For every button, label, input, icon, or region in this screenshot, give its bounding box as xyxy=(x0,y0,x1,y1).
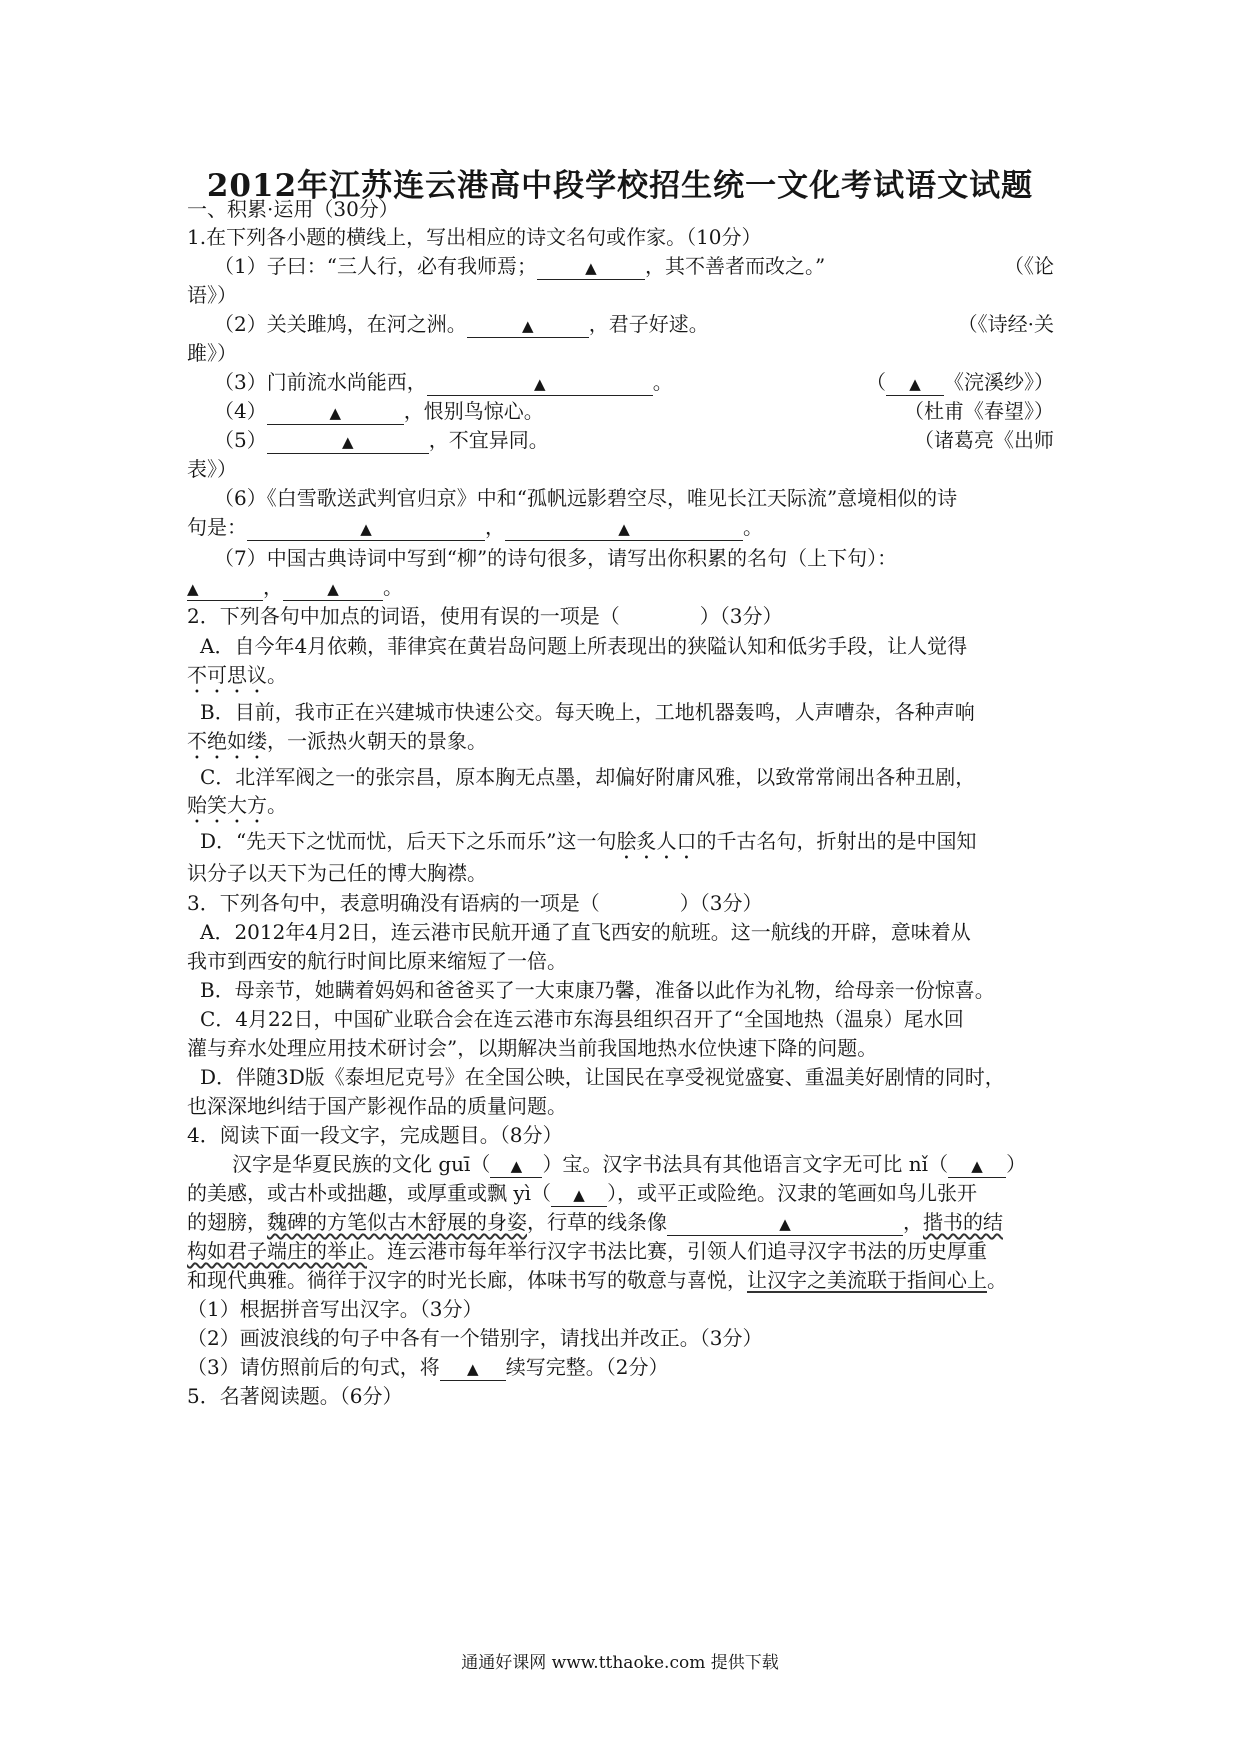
q2-stem: 2．下列各句中加点的词语，使用有误的一项是（ ）（3分） xyxy=(187,604,783,628)
page-title: 2012年江苏连云港高中段学校招生统一文化考试语文试题 xyxy=(206,168,1034,204)
answer-blank[interactable]: ▲ xyxy=(505,516,743,541)
wavy-underlined-sentence: 魏碑的方笔似古木舒展的身姿 xyxy=(267,1210,527,1234)
q1-item-2: （2）关关雎鸠，在河之洲。 ▲ ，君子好逑。 xyxy=(214,312,709,336)
page-footer: 通通好课网 www.tthaoke.com 提供下载 xyxy=(461,1653,779,1673)
q4-subquestion-1: （1）根据拼音写出汉字。（3分） xyxy=(187,1297,483,1321)
answer-blank[interactable]: ▲ xyxy=(267,429,429,454)
answer-blank[interactable]: ▲ xyxy=(490,1153,542,1178)
q3-option-c-cont: 灌与弃水处理应用技术研讨会”，以期解决当前我国地热水位快速下降的问题。 xyxy=(187,1036,878,1060)
q2-option-d-cont: 识分子以天下为己任的博大胸襟。 xyxy=(187,861,487,885)
answer-blank[interactable]: ▲ xyxy=(427,371,653,396)
q2-option-b: B．目前，我市正在兴建城市快速公交。每天晚上，工地机器轰鸣，人声嘈杂，各种声响 xyxy=(200,700,975,724)
wavy-underlined-sentence: 构如君子端庄的举止 xyxy=(187,1239,367,1263)
answer-blank[interactable]: ▲ xyxy=(886,371,944,396)
q3-stem: 3．下列各句中，表意明确没有语病的一项是（ ）（3分） xyxy=(187,891,763,915)
answer-blank[interactable]: ▲ xyxy=(267,400,404,425)
q1-item-5: （5） ▲ ，不宜异同。 xyxy=(214,428,549,452)
q1-item-4: （4） ▲ ，恨别鸟惊心。 xyxy=(214,399,544,423)
q1-item-5-source-cont: 表》） xyxy=(187,457,237,481)
q2-option-c: C．北洋军阀之一的张宗昌，原本胸无点墨，却偏好附庸风雅，以致常常闹出各种丑剧， xyxy=(200,765,976,789)
section-heading: 一、积累·运用（30分） xyxy=(187,197,399,221)
q2-option-b-cont: 不绝如缕，一派热火朝天的景象。 xyxy=(187,729,487,753)
q3-option-a: A．2012年4月2日，连云港市民航开通了直飞西安的航班。这一航线的开辟，意味着从 xyxy=(200,920,971,944)
answer-blank[interactable]: ▲ xyxy=(187,576,263,601)
q3-option-b: B．母亲节，她瞒着妈妈和爸爸买了一大束康乃馨，准备以此作为礼物，给母亲一份惊喜。 xyxy=(200,978,995,1002)
dotted-term: 脍炙人口 xyxy=(616,829,697,853)
q4-passage-line-1: 汉字是华夏民族的文化 guī（ ▲ ）宝。汉字书法具有其他语言文字无可比 nǐ（ ▲ ） xyxy=(232,1152,1027,1176)
answer-blank[interactable]: ▲ xyxy=(551,1182,607,1207)
q3-option-c: C．4月22日，中国矿业联合会在连云港市东海县组织召开了“全国地热（温泉）尾水回 xyxy=(200,1007,964,1031)
q2-option-d: D．“先天下之忧而忧，后天下之乐而乐”这一句脍炙人口的千古名句，折射出的是中国知 xyxy=(200,829,977,853)
q1-item-2-source-cont: 雎》） xyxy=(187,341,237,365)
q4-passage-line-4: 构如君子端庄的举止。连云港市每年举行汉字书法比赛，引领人们追寻汉字书法的历史厚重 xyxy=(187,1239,987,1263)
q2-option-a: A．自今年4月依赖，菲律宾在黄岩岛问题上所表现出的狭隘认知和低劣手段，让人觉得 xyxy=(200,634,968,658)
q4-subquestion-2: （2）画波浪线的句子中各有一个错别字，请找出并改正。（3分） xyxy=(187,1326,763,1350)
answer-blank[interactable]: ▲ xyxy=(667,1211,903,1236)
q1-item-7: （7）中国古典诗词中写到“柳”的诗句很多，请写出你积累的名句（上下句）： xyxy=(214,546,898,570)
q3-option-d: D．伴随3D版《泰坦尼克号》在全国公映，让国民在享受视觉盛宴、重温美好剧情的同时， xyxy=(200,1065,1005,1089)
answer-blank[interactable]: ▲ xyxy=(948,1153,1006,1178)
q4-stem: 4．阅读下面一段文字，完成题目。（8分） xyxy=(187,1123,563,1147)
answer-blank[interactable]: ▲ xyxy=(537,255,645,280)
q5-stem: 5．名著阅读题。（6分） xyxy=(187,1384,403,1408)
wavy-underlined-sentence: 揩书的结 xyxy=(923,1210,1003,1234)
q4-subquestion-3: （3）请仿照前后的句式，将 ▲ 续写完整。（2分） xyxy=(187,1355,669,1379)
q1-item-5-source: （诸葛亮《出师 xyxy=(914,428,1054,452)
q1-stem: 1.在下列各小题的横线上，写出相应的诗文名句或作家。（10分） xyxy=(187,225,762,249)
dotted-term: 贻笑大方 xyxy=(187,793,267,817)
q2-option-a-cont: 不可思议。 xyxy=(187,663,287,687)
dotted-term: 不可思议 xyxy=(187,663,267,687)
q1-item-7-cont: ▲ ， ▲ 。 xyxy=(187,575,403,599)
q1-item-1: （1）子曰：“三人行，必有我师焉； ▲ ，其不善者而改之。” xyxy=(214,254,826,278)
q1-item-4-source: （杜甫《春望》） xyxy=(904,399,1054,423)
q1-item-3: （3）门前流水尚能西， ▲ 。 xyxy=(214,370,673,394)
q1-item-6-cont: 句是： ▲ ， ▲ 。 xyxy=(187,515,763,539)
q1-item-3-source: （ ▲ 《浣溪纱》） xyxy=(866,370,1054,394)
q4-passage-line-3: 的翅膀，魏碑的方笔似古木舒展的身姿，行草的线条像 ▲ ，揩书的结 xyxy=(187,1210,1003,1234)
q2-option-c-cont: 贻笑大方。 xyxy=(187,793,287,817)
dotted-term: 不绝如缕 xyxy=(187,729,267,753)
answer-blank[interactable]: ▲ xyxy=(440,1356,506,1381)
answer-blank[interactable]: ▲ xyxy=(247,516,485,541)
q4-passage-line-5: 和现代典雅。徜徉于汉字的时光长廊，体味书写的敬意与喜悦，让汉字之美流联于指间心上。 xyxy=(187,1268,1007,1292)
q1-item-1-source: （《论 xyxy=(1004,254,1054,278)
q3-option-d-cont: 也深深地纠结于国产影视作品的质量问题。 xyxy=(187,1094,567,1118)
answer-blank[interactable]: ▲ xyxy=(467,313,589,338)
answer-blank[interactable]: ▲ xyxy=(283,576,383,601)
q1-item-2-source: （《诗经·关 xyxy=(957,312,1054,336)
q1-item-1-source-cont: 语》） xyxy=(187,283,237,307)
q1-item-6: （6）《白雪歌送武判官归京》中和“孤帆远影碧空尽，唯见长江天际流”意境相似的诗 xyxy=(214,486,958,510)
q3-option-a-cont: 我市到西安的航行时间比原来缩短了一倍。 xyxy=(187,949,567,973)
underlined-sentence: 让汉字之美流联于指间心上 xyxy=(747,1268,987,1292)
q4-passage-line-2: 的美感，或古朴或拙趣，或厚重或飘 yì（ ▲ ），或平正或险绝。汉隶的笔画如鸟儿张开 xyxy=(187,1181,978,1205)
